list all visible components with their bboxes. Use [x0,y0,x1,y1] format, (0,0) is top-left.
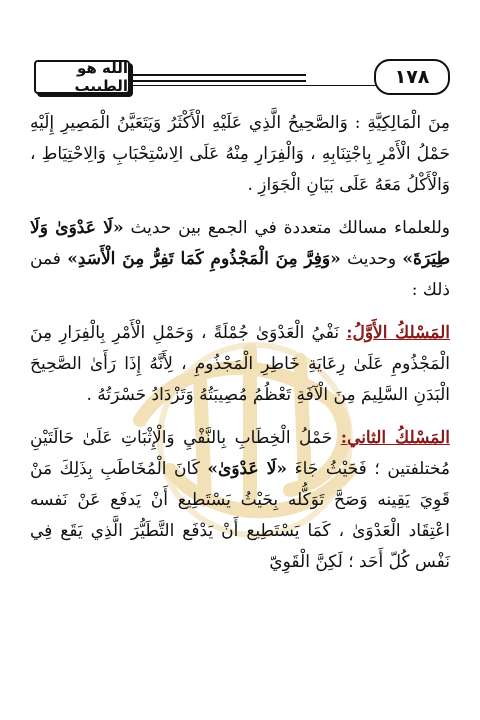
hadith-quote: «لَا عَدْوَىٰ وَلَا طِيَرَةَ» [30,218,450,269]
text: وحديث [347,249,397,269]
page-header [28,58,456,98]
hadith-quote: «وَفِرَّ مِنَ الْمَجْذُومِ كَمَا تَفِرُّ مِنَ الْأَسَدِ» [67,249,341,269]
paragraph-3 [30,318,450,411]
header-rule [128,80,306,82]
text: نَفْيُ الْعَدْوَىٰ جُمْلَةً ، وَحَمْلِ الْأَمْرِ بِالْفِرَارِ مِنَ الْمَجْذُومِ عَلَىٰ رِعَايَةِ خَاطِرِ الْمَجْذُومِ ، لِأَنَّهُ إِذَا رَأَىٰ الصَّحِيحَ الْبَدَنِ السَّلِيمَ مِنَ الْآفَةِ تَعْظُمُ مُصِيبَتُهُ وَتَزْدَادُ حَسْرَتُهُ . [30,323,450,405]
text: حَمْلُ الْخِطَابِ بِالنَّفْيِ وَالْإِثْبَاتِ عَلَىٰ حَالَتَيْنِ مُختلفتين ؛ فَحَيْثُ جَاءَ [30,428,451,479]
paragraph-2 [30,213,450,306]
text: كَانَ الْمُخَاطَبِ بِذَلِكَ مَنْ قَوِيَ يَقِينه وَصَحَّ تَوَكُّله بِحَيْثُ يَسْتَطِيع أَنْ يَدفَع عَنْ نَفسه اعْتِقَاد الْعَدْوَىٰ ، كَمَا يَسْتَطِيع أَنْ يَدْفَع التَّطَيُّرَ الَّذِي يَقَع فِي نَفْس كُلّ أَحَد ؛ لَكِنَّ الْقَوِيّ [30,459,450,572]
paragraph-1: مِنَ الْمَالِكِيَّةِ : وَالصَّحِيحُ الَّذِي عَلَيْهِ الْأَكْثَرُ وَيَتَعَيَّنُ الْمَصِيرِ إِلَيْهِ حَمْلُ الْأَمْرِ بِاجْتِنَابِهِ ، وَالْفِرَارِ مِنْهُ عَلَى الِاسْتِحْبَابِ وَالِاحْتِيَاطِ ، وَالْأَكْلُ مَعَهُ عَلَى بَيَانِ الْجَوَازِ . [30,113,450,195]
paragraph-4 [30,423,450,578]
header-rule [128,74,306,76]
text: وللعلماء مسالك متعددة في الجمع بين حديث [130,218,450,238]
text: فمن ذلك : [30,249,450,300]
page-body [30,108,450,590]
section-heading: المَسْلكُ الثاني: [340,428,450,448]
page-number: ١٧٨ [374,59,450,95]
book-title: الله هو الطبيب [34,60,130,94]
hadith-quote: «لَا عَدْوَىٰ» [207,459,288,479]
section-heading: المَسْلكُ الأَوَّلُ: [346,323,450,343]
